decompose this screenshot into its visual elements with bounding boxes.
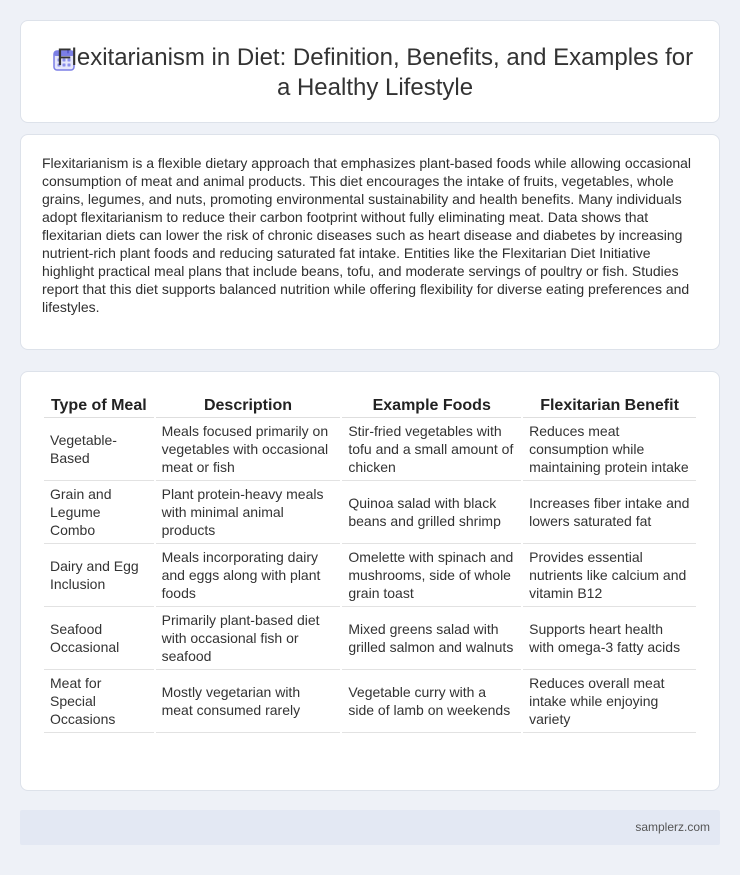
cell-type: Dairy and Egg Inclusion [44,544,154,607]
cell-example-foods: Quinoa salad with black beans and grilled shrimp [342,481,521,544]
table-row [44,544,696,607]
table-card [20,371,720,791]
intro-card [20,134,720,350]
cell-description: Mostly vegetarian with meat consumed rarely [156,670,341,733]
column-header-description: Description [156,392,341,418]
cell-benefit: Provides essential nutrients like calcium and vitamin B12 [523,544,696,607]
cell-description: Meals focused primarily on vegetables with occasional meat or fish [156,418,341,481]
footer-bar [20,810,720,845]
footer-site-link[interactable]: samplerz.com [635,820,710,834]
cell-benefit: Reduces overall meat intake while enjoying variety [523,670,696,733]
table-row [44,481,696,544]
cell-benefit: Reduces meat consumption while maintaining protein intake [523,418,696,481]
column-header-type: Type of Meal [44,392,154,418]
cell-description: Meals incorporating dairy and eggs along with plant foods [156,544,341,607]
cell-benefit: Increases fiber intake and lowers saturated fat [523,481,696,544]
cell-type: Meat for Special Occasions [44,670,154,733]
intro-paragraph: Flexitarianism is a flexible dietary approach that emphasizes plant-based foods while allowing occasional consumption of meat and animal products. This diet encourages the intake of fruits, vegetables, whole grains, legumes, and nuts, promoting environmental sustainability and health benefits. Many individuals adopt flexitarianism to reduce their carbon footprint without fully eliminating meat. Data shows that flexitarian diets can lower the risk of chronic diseases such as heart disease and diabetes by increasing nutrient-rich plant foods and reducing saturated fat intake. Entities like the Flexitarian Diet Initiative highlight practical meal plans that include beans, tofu, and moderate servings of poultry or fish. Studies report that this diet supports balanced nutrition while offering flexibility for diverse eating preferences and lifestyles. [42,155,692,315]
table-row [44,607,696,670]
column-header-example-foods: Example Foods [342,392,521,418]
cell-type: Seafood Occasional [44,607,154,670]
cell-example-foods: Mixed greens salad with grilled salmon and walnuts [342,607,521,670]
cell-description: Plant protein-heavy meals with minimal animal products [156,481,341,544]
cell-type: Grain and Legume Combo [44,481,154,544]
cell-example-foods: Omelette with spinach and mushrooms, side of whole grain toast [342,544,521,607]
meal-table [42,392,698,733]
cell-example-foods: Vegetable curry with a side of lamb on weekends [342,670,521,733]
table-row [44,670,696,733]
column-header-benefit: Flexitarian Benefit [523,392,696,418]
table-header-row [44,392,696,418]
table-row [44,418,696,481]
cell-type: Vegetable-Based [44,418,154,481]
cell-description: Primarily plant-based diet with occasional fish or seafood [156,607,341,670]
page-title: Flexitarianism in Diet: Definition, Benefits, and Examples for a Healthy Lifestyle [56,44,694,101]
cell-example-foods: Stir-fried vegetables with tofu and a small amount of chicken [342,418,521,481]
cell-benefit: Supports heart health with omega-3 fatty acids [523,607,696,670]
header-card [20,20,720,123]
